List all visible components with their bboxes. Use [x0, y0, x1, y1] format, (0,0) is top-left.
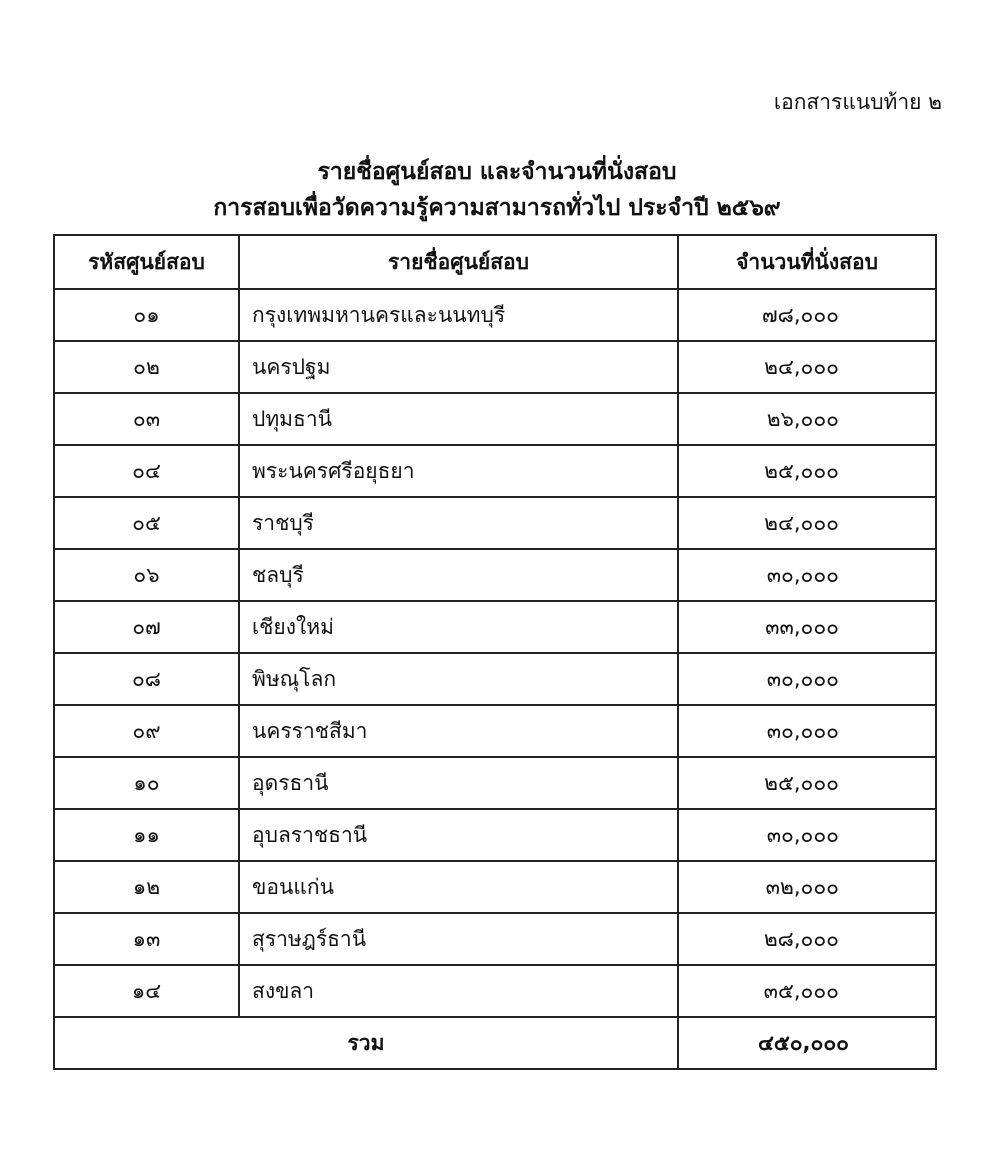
table-row — [54, 965, 936, 1017]
seat-count: ๗๘,๐๐๐ — [678, 289, 936, 341]
seat-count: ๒๔,๐๐๐ — [678, 497, 936, 549]
table-row — [54, 289, 936, 341]
center-name: พิษณุโลก — [239, 653, 678, 705]
seat-count: ๓๐,๐๐๐ — [678, 653, 936, 705]
seat-count: ๓๓,๐๐๐ — [678, 601, 936, 653]
seat-count: ๓๐,๐๐๐ — [678, 809, 936, 861]
seat-count: ๓๕,๐๐๐ — [678, 965, 936, 1017]
center-name: อุบลราชธานี — [239, 809, 678, 861]
center-name: สงขลา — [239, 965, 678, 1017]
annex-label: เอกสารแนบท้าย ๒ — [773, 90, 942, 114]
center-code: ๑๑ — [54, 809, 239, 861]
seat-count: ๒๕,๐๐๐ — [678, 757, 936, 809]
table-row — [54, 497, 936, 549]
document-title: รายชื่อศูนย์สอบ และจำนวนที่นั่งสอบ — [317, 159, 677, 185]
total-row — [54, 1017, 936, 1069]
seat-count: ๓๐,๐๐๐ — [678, 705, 936, 757]
table-row — [54, 445, 936, 497]
seat-count: ๓๒,๐๐๐ — [678, 861, 936, 913]
center-name: เชียงใหม่ — [239, 601, 678, 653]
seat-count: ๒๖,๐๐๐ — [678, 393, 936, 445]
center-code: ๐๕ — [54, 497, 239, 549]
center-name: ชลบุรี — [239, 549, 678, 601]
center-code: ๐๙ — [54, 705, 239, 757]
center-code: ๑๓ — [54, 913, 239, 965]
center-name: กรุงเทพมหานครและนนทบุรี — [239, 289, 678, 341]
table-row — [54, 653, 936, 705]
center-name: นครราชสีมา — [239, 705, 678, 757]
table-row — [54, 393, 936, 445]
header-seat-count: จำนวนที่นั่งสอบ — [678, 235, 936, 289]
table-row — [54, 913, 936, 965]
center-name: สุราษฎร์ธานี — [239, 913, 678, 965]
center-name: พระนครศรีอยุธยา — [239, 445, 678, 497]
table-row — [54, 705, 936, 757]
center-code: ๐๒ — [54, 341, 239, 393]
seat-count: ๒๕,๐๐๐ — [678, 445, 936, 497]
center-name: ราชบุรี — [239, 497, 678, 549]
center-code: ๑๒ — [54, 861, 239, 913]
center-name: อุดรธานี — [239, 757, 678, 809]
exam-center-table — [53, 234, 937, 1070]
center-code: ๐๖ — [54, 549, 239, 601]
center-code: ๑๔ — [54, 965, 239, 1017]
center-code: ๐๘ — [54, 653, 239, 705]
table-header-row — [54, 235, 936, 289]
total-value: ๔๕๐,๐๐๐ — [678, 1017, 936, 1069]
seat-count: ๒๔,๐๐๐ — [678, 341, 936, 393]
center-code: ๐๑ — [54, 289, 239, 341]
center-name: ปทุมธานี — [239, 393, 678, 445]
header-center-code: รหัสศูนย์สอบ — [54, 235, 239, 289]
center-code: ๐๗ — [54, 601, 239, 653]
center-code: ๐๓ — [54, 393, 239, 445]
document-subtitle: การสอบเพื่อวัดความรู้ความสามารถทั่วไป ประจำปี ๒๕๖๙ — [213, 195, 781, 221]
table-row — [54, 601, 936, 653]
header-center-name: รายชื่อศูนย์สอบ — [239, 235, 678, 289]
center-name: ขอนแก่น — [239, 861, 678, 913]
total-label: รวม — [54, 1017, 678, 1069]
table-row — [54, 809, 936, 861]
table-row — [54, 757, 936, 809]
table-row — [54, 549, 936, 601]
table-row — [54, 861, 936, 913]
seat-count: ๒๘,๐๐๐ — [678, 913, 936, 965]
table-row — [54, 341, 936, 393]
seat-count: ๓๐,๐๐๐ — [678, 549, 936, 601]
center-name: นครปฐม — [239, 341, 678, 393]
center-code: ๑๐ — [54, 757, 239, 809]
center-code: ๐๔ — [54, 445, 239, 497]
